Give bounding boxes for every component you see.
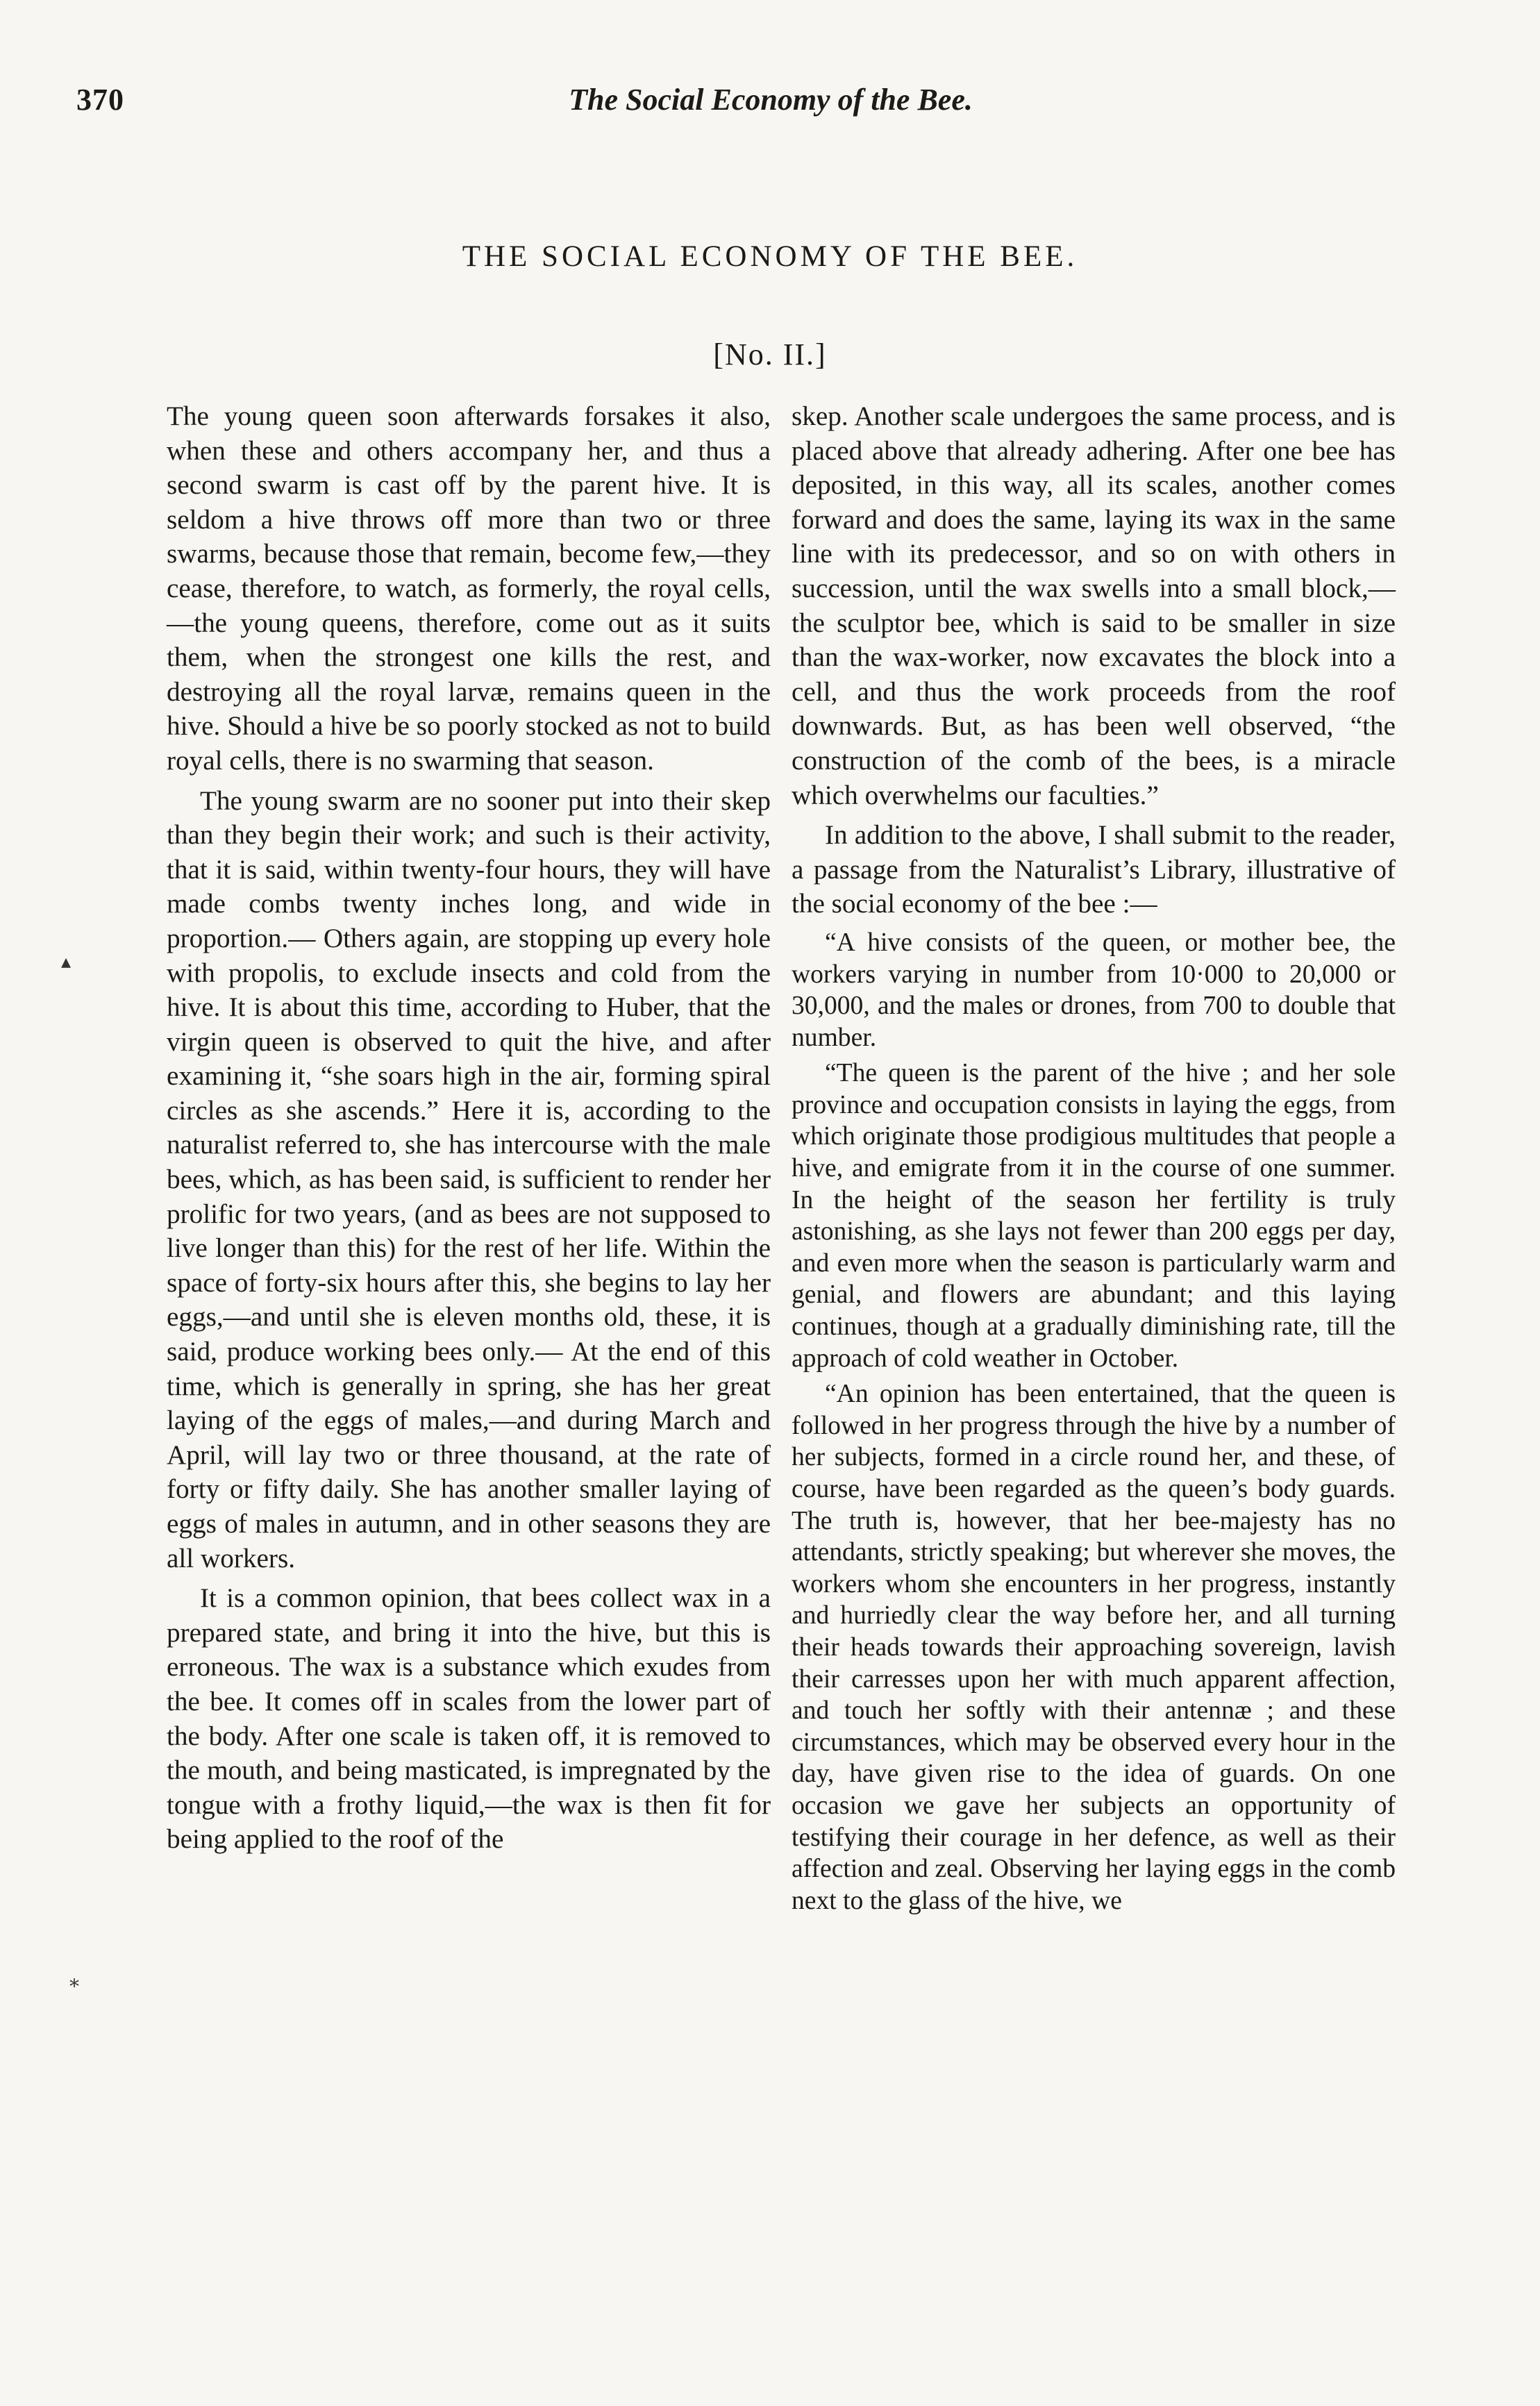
paragraph: skep. Another scale undergoes the same process, and is placed above that already adhering. After one bee has deposited, in this way, all its scales, another comes forward and does the same, laying its wax in the same line with its predecessor, and so on with others in succession, until the wax swells into a small block,— the sculptor bee, which is said to be smaller in size than the wax-worker, now excavates the block into a cell, and thus the work proceeds from the roof downwards. But, as has been well observed, “the construction of the comb of the bees, is a miracle which overwhelms our faculties.” (792, 401, 1396, 810)
paragraph: The young queen soon afterwards forsakes it also, when these and others accompany her, and thus a second swarm is cast off by the parent hive. It is seldom a hive throws off more than two or three swarms, because those that remain, become few,—they cease, therefore, to watch, as formerly, the royal cells,—the young queens, therefore, come out as it suits them, when the strongest one kills the rest, and destroying all the royal larvæ, remains queen in the hive. Should a hive be so poorly stocked as not to build royal cells, there is no swarming that season. (167, 401, 771, 776)
running-title: The Social Economy of the Bee. (569, 83, 973, 117)
right-column (792, 399, 1396, 1921)
quoted-paragraph: “An opinion has been entertained, that the queen is followed in her progress through the hive by a number of her subjects, formed in a circle round her, and these, of course, have been regarded as the queen’s body guards. The truth is, however, that her bee-majesty has no attendants, strictly speaking; but wherever she moves, the workers whom she encounters in her progress, instantly and hurriedly clear the way before her, and all turning their heads towards their approaching sovereign, lavish their carresses upon her with much apparent affection, and touch her softly with their antennæ ; and these circumstances, which may be observed every hour in the day, have given rise to the idea of guards. On one occasion we gave her subjects an opportunity of testifying their courage in her defence, as well as their affection and zeal. Observing her laying eggs in the comb next to the glass of the hive, we (792, 1380, 1396, 1915)
paragraph: The young swarm are no sooner put into their skep than they begin their work; and such is their activity, that it is said, within twenty-four hours, they will have made combs twenty inches long, and wide in proportion.— Others again, are stopping up every hole with propolis, to exclude insects and cold from the hive. It is about this time, according to Huber, that the virgin queen is observed to quit the hive, and after examining it, “she soars high in the air, forming spiral circles as she ascends.” Here it is, according to the naturalist referred to, she has intercourse with the male bees, which, as has been said, is sufficient to render her prolific for two years, (and as bees are not supposed to live longer than this) for the rest of her life. Within the space of forty-six hours after this, she begins to lay her eggs,—and until she is eleven months old, these, it is said, produce working bees only.— At the end of this time, which is generally in spring, she has her great laying of the eggs of males,—and during March and April, will lay two or three thousand, at the rate of forty or fifty daily. She has another smaller laying of eggs of males in autumn, and in other seasons they are all workers. (167, 785, 771, 1573)
article-number: [No. II.] (713, 337, 827, 371)
quoted-paragraph: “A hive consists of the queen, or mother bee, the workers varying in number from 10·000 to 20,000 or 30,000, and the males or drones, from 700 to double that number. (792, 928, 1396, 1052)
page-header (76, 82, 1465, 124)
paragraph: It is a common opinion, that bees collect wax in a prepared state, and bring it into the hive, but this is erroneous. The wax is a substance which exudes from the bee. It comes off in scales from the lower part of the body. After one scale is taken off, it is removed to the mouth, and being masticated, is impregnated by the tongue with a frothy liquid,—the wax is then fit for being applied to the roof of the (167, 1583, 771, 1855)
page-number: 370 (76, 83, 124, 117)
article-title: THE SOCIAL ECONOMY OF THE BEE. (462, 240, 1078, 273)
quoted-paragraph: “The queen is the parent of the hive ; and her sole province and occupation consists in laying the eggs, from which originate those prodigious multitudes that people a hive, and emigrate from it in the course of one summer. In the height of the season her fertility is truly astonishing, as she lays not fewer than 200 eggs per day, and even more when the season is particularly warm and genial, and flowers are abundant; and this laying continues, though at a gradually diminishing rate, till the approach of cold weather in October. (792, 1059, 1396, 1373)
left-column (167, 399, 771, 1862)
margin-mark: ▴ (61, 951, 72, 973)
paragraph: In addition to the above, I shall submit to the reader, a passage from the Naturalist’s Library, illustrative of the social economy of the bee :— (792, 820, 1396, 919)
margin-mark: ⁎ (69, 1970, 79, 1991)
